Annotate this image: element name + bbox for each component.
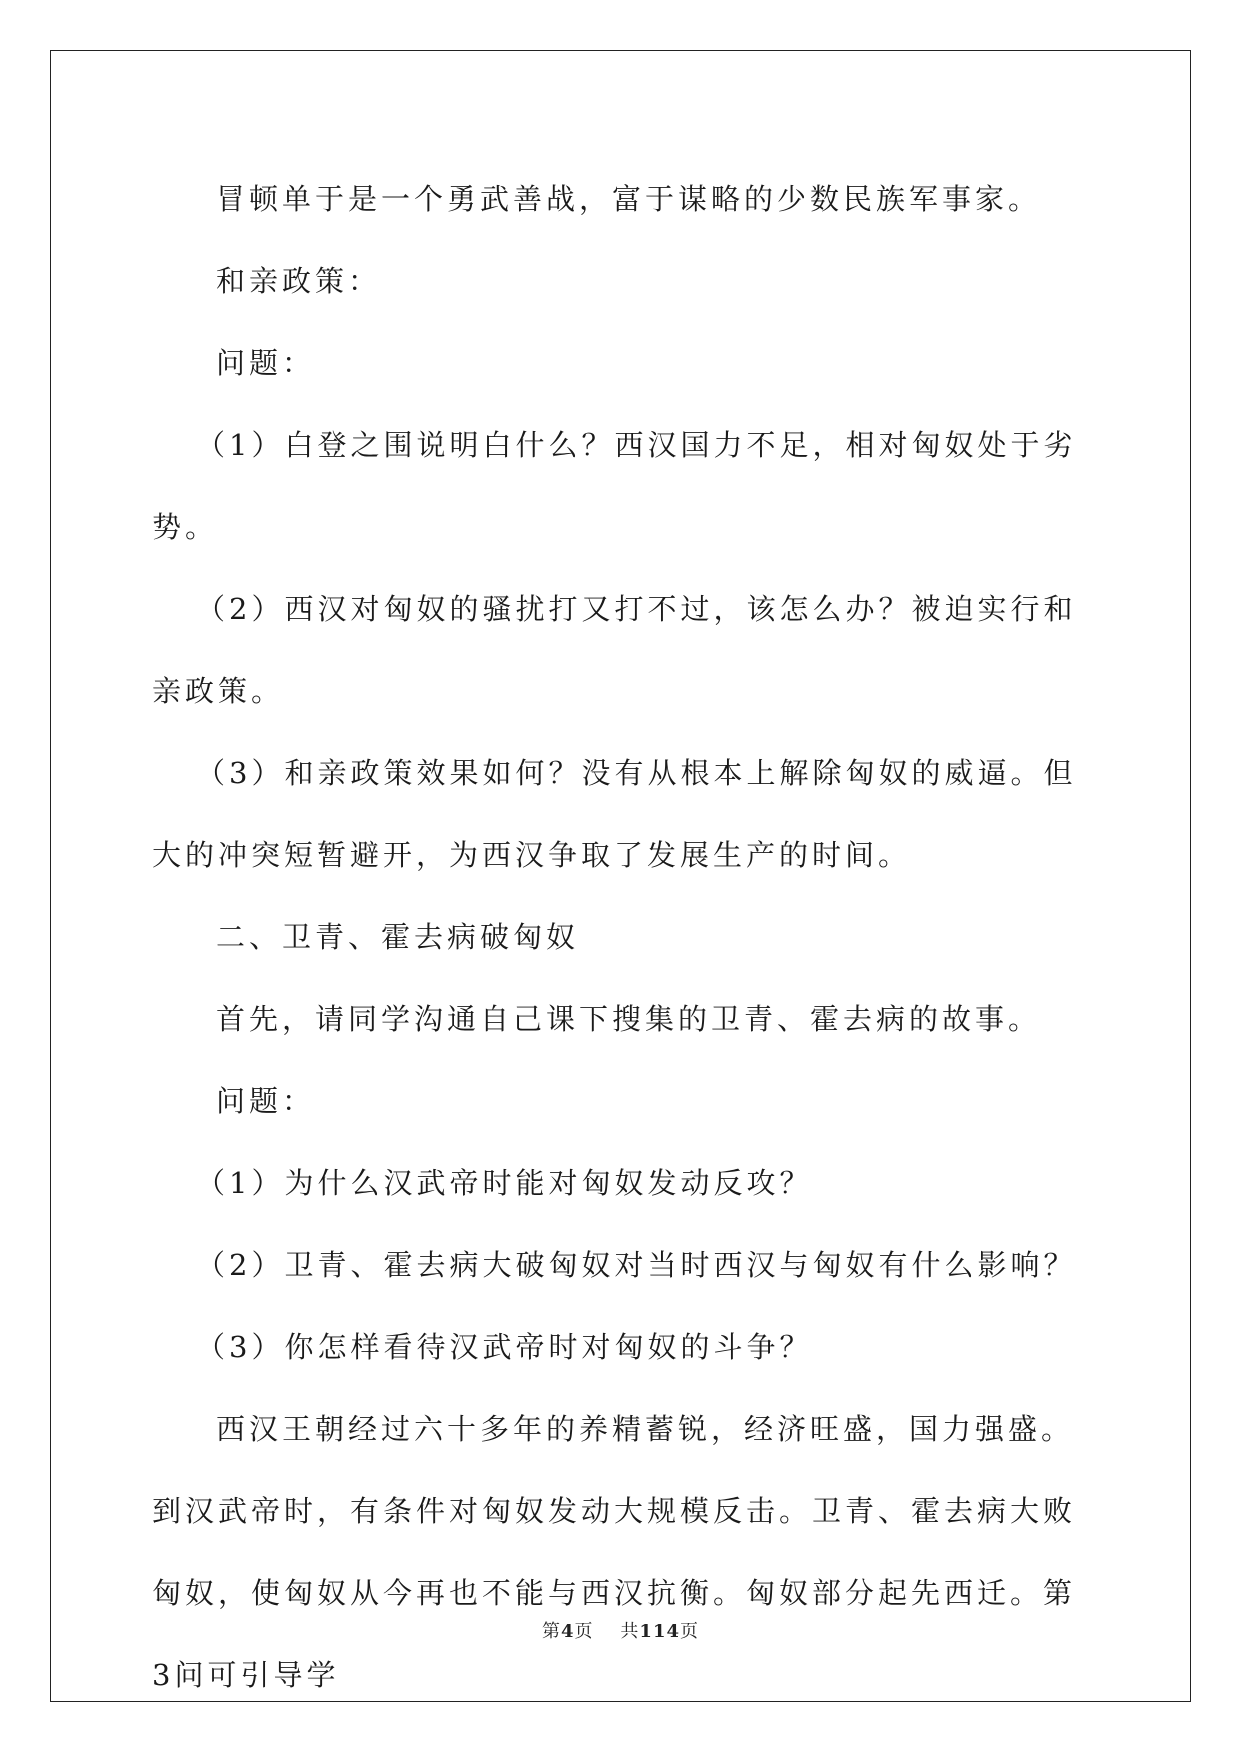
- question-heading: 问题：: [216, 1084, 316, 1118]
- paragraph: 西汉王朝经过六十多年的养精蓄锐，经济旺盛，国力强盛。到汉武帝时，有条件对匈奴发动大规模反击。卫青、霍去病大败匈奴，使匈奴从今再也不能与西汉抗衡。匈奴部分起先西迁。第3问可引导学: [152, 1412, 1077, 1692]
- footer-page-suffix: 页: [574, 1621, 594, 1642]
- section-heading: 二、卫青、霍去病破匈奴: [216, 920, 580, 954]
- section-label: 和亲政策：: [216, 264, 382, 298]
- footer-total-prefix: 共: [620, 1621, 640, 1642]
- question-heading: 问题：: [216, 346, 316, 380]
- question-item: （3）你怎样看待汉武帝时对匈奴的斗争？: [196, 1330, 813, 1364]
- current-page-number: 4: [561, 1621, 575, 1642]
- question-item: （3）和亲政策效果如何？没有从根本上解除匈奴的威逼。但大的冲突短暂避开，为西汉争取了发展生产的时间。: [152, 756, 1077, 872]
- footer-prefix: 第: [542, 1621, 561, 1642]
- paragraph: 首先，请同学沟通自己课下搜集的卫青、霍去病的故事。: [216, 1002, 1042, 1036]
- total-page-count: 114: [639, 1621, 680, 1642]
- page-footer: [0, 1617, 1241, 1643]
- document-body: [152, 158, 1092, 1716]
- paragraph: 冒顿单于是一个勇武善战，富于谋略的少数民族军事家。: [216, 182, 1042, 216]
- question-item: （2）西汉对匈奴的骚扰打又打不过，该怎么办？被迫实行和亲政策。: [152, 592, 1077, 708]
- question-item: （1）白登之围说明白什么？西汉国力不足，相对匈奴处于劣势。: [152, 428, 1077, 544]
- footer-total-suffix: 页: [680, 1621, 699, 1642]
- question-item: （1）为什么汉武帝时能对匈奴发动反攻？: [196, 1166, 813, 1200]
- question-item: （2）卫青、霍去病大破匈奴对当时西汉与匈奴有什么影响？: [196, 1248, 1077, 1282]
